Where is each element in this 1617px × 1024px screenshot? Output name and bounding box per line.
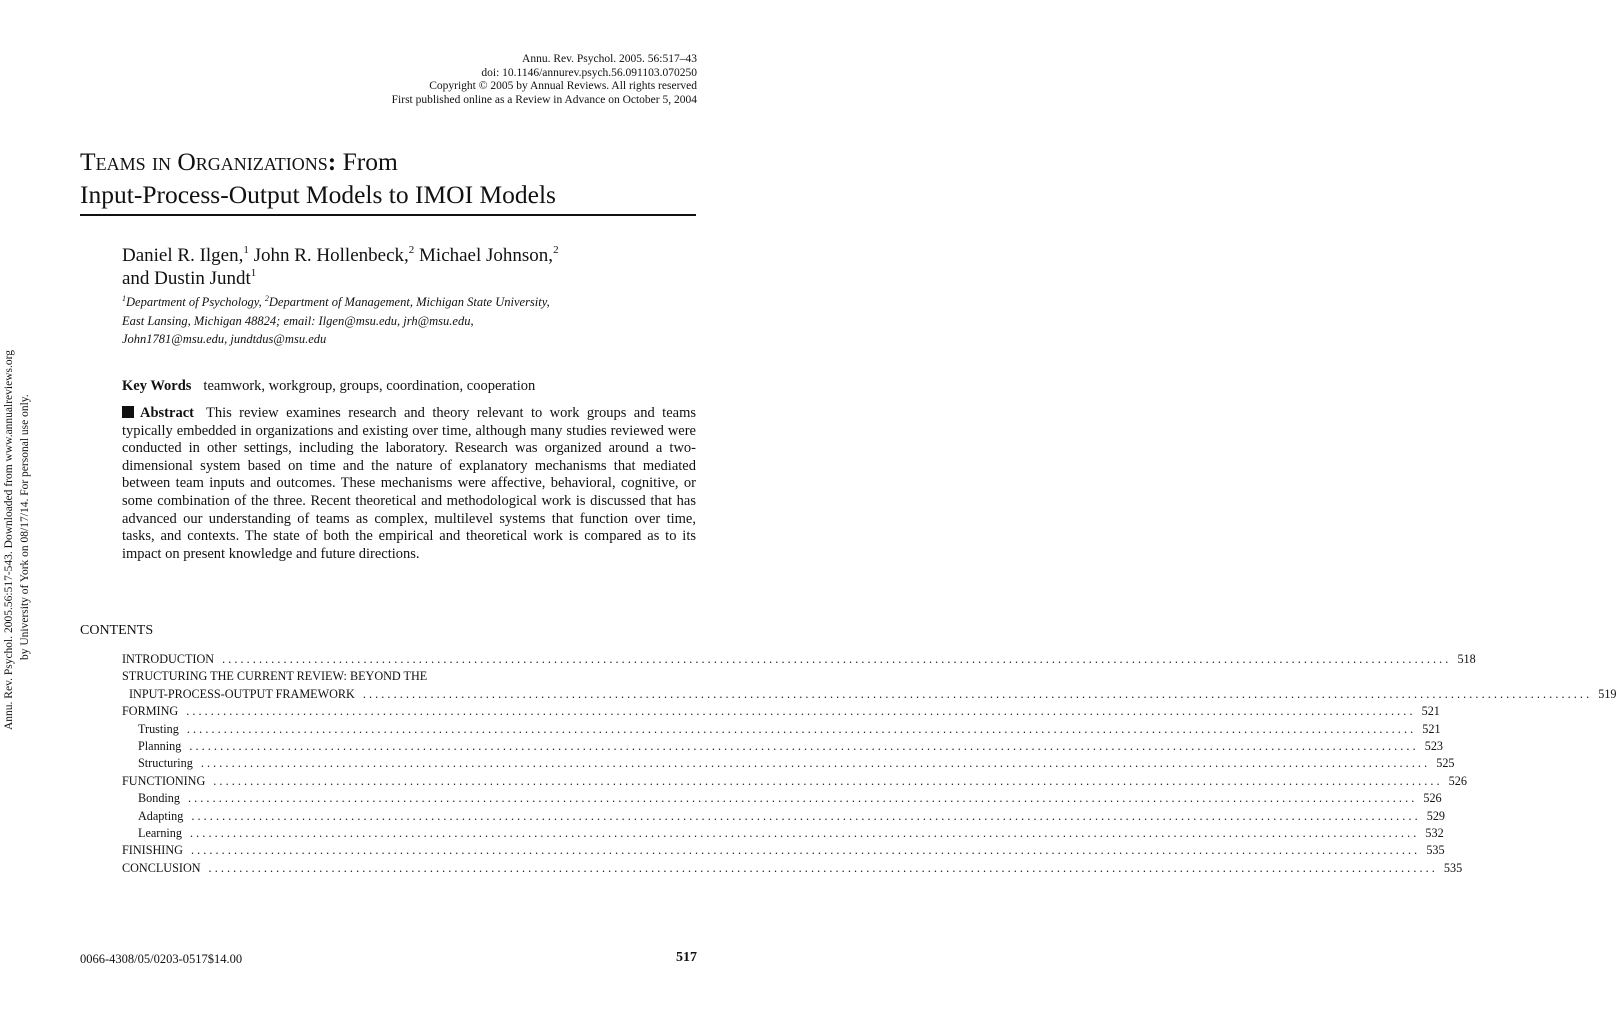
keywords-text: teamwork, workgroup, groups, coordination, cooperation [203, 378, 536, 394]
keywords-label: Key Words [122, 378, 192, 394]
title-rule [80, 214, 696, 216]
toc-label: Trusting [138, 721, 179, 736]
title-line-2: Input-Process-Output Models to IMOI Models [80, 180, 556, 209]
affiliation-dept-1: Department of Psychology, [126, 295, 265, 309]
abstract-bullet-icon [122, 406, 134, 418]
affiliation-dept-2: Department of Management, Michigan State University, [268, 295, 550, 309]
contents-heading: CONTENTS [80, 623, 154, 638]
toc-page: 535 [1426, 843, 1445, 858]
toc-entry[interactable] [122, 738, 1443, 755]
toc-entry[interactable] [122, 721, 1441, 738]
toc-entry[interactable] [122, 773, 1467, 790]
toc-page: 519 [1598, 686, 1617, 701]
author-name: Daniel R. Ilgen, [122, 245, 244, 266]
keywords [122, 377, 702, 395]
toc-entry[interactable] [122, 860, 1463, 877]
toc-label: INPUT-PROCESS-OUTPUT FRAMEWORK [129, 686, 355, 701]
first-published-line: First published online as a Review in Advance on October 5, 2004 [391, 93, 697, 106]
author-name: Michael Johnson, [414, 245, 554, 266]
toc-leader: ........................................................................................................................................................................................................ [222, 652, 1452, 666]
toc-entry[interactable] [122, 790, 1442, 807]
toc-page: 521 [1422, 721, 1441, 736]
toc-page: 521 [1421, 704, 1440, 719]
citation-line: Annu. Rev. Psychol. 2005. 56:517–43 [522, 53, 697, 65]
download-watermark [0, 290, 48, 730]
toc-label: FINISHING [122, 843, 183, 858]
toc-label: STRUCTURING THE CURRENT REVIEW: BEYOND THE [122, 669, 428, 684]
toc-entry[interactable] [122, 842, 1445, 859]
toc-label: Adapting [138, 808, 184, 823]
title-colon: : [327, 147, 337, 176]
toc-leader: ........................................................................................................................................................................................................ [187, 791, 1418, 806]
toc-label: Bonding [138, 791, 180, 806]
affiliation-mark: 2 [264, 294, 269, 303]
affiliation-line-2: East Lansing, Michigan 48824; email: Ilgen@msu.edu, jrh@msu.edu, [122, 313, 474, 328]
toc-label: FORMING [122, 704, 179, 719]
author-name: John R. Hollenbeck, [248, 245, 409, 266]
toc-entry[interactable] [122, 651, 1476, 668]
toc-label: CONCLUSION [122, 860, 201, 875]
page-number: 517 [676, 950, 697, 965]
toc-page: 535 [1443, 860, 1463, 875]
copyright-line: Copyright © 2005 by Annual Reviews. All rights reserved [429, 80, 697, 93]
toc-leader: ........................................................................................................................................................................................................ [191, 808, 1421, 823]
author-affiliation-mark: 1 [250, 267, 257, 279]
toc-entry[interactable] [122, 668, 696, 685]
affiliation-line-1 [122, 293, 702, 312]
table-of-contents [122, 651, 1617, 877]
toc-leader: ........................................................................................................................................................................................................ [190, 843, 1421, 858]
toc-page: 518 [1457, 652, 1476, 666]
author-list [122, 244, 702, 290]
toc-entry[interactable] [122, 755, 1455, 772]
toc-leader: ........................................................................................................................................................................................................ [186, 721, 1417, 736]
toc-leader: ........................................................................................................................................................................................................ [213, 773, 1443, 788]
title-part-2: From [336, 147, 398, 176]
toc-label: Learning [138, 825, 182, 840]
abstract-label: Abstract [140, 405, 194, 421]
affiliation-mark: 1 [122, 294, 126, 303]
toc-page: 529 [1426, 808, 1446, 823]
toc-entry[interactable] [122, 686, 1617, 703]
toc-page: 526 [1448, 773, 1467, 788]
toc-leader: ........................................................................................................................................................................................................ [362, 686, 1593, 701]
title-part-1: Teams in Organizations [80, 147, 328, 176]
toc-label: FUNCTIONING [122, 773, 206, 788]
author-affiliation-mark: 2 [553, 244, 559, 256]
toc-leader: ........................................................................................................................................................................................................ [200, 756, 1431, 771]
author-name: and Dustin Jundt [122, 268, 251, 289]
toc-page: 523 [1424, 738, 1443, 753]
toc-leader: ........................................................................................................................................................................................................ [186, 704, 1416, 719]
watermark-line-1: Annu. Rev. Psychol. 2005.56:517-543. Downloaded from www.annualreviews.org [3, 350, 15, 730]
toc-label: Structuring [138, 756, 193, 771]
toc-entry[interactable] [122, 808, 1446, 825]
article-title [80, 145, 700, 211]
abstract-text: This review examines research and theory relevant to work groups and teams typically embedded in organizations and existing over time, although many studies reviewed were conducted in other settings, including the laboratory. Research was organized around a two-dimensional system based on time and the nature of explanatory mechanisms that mediated between team inputs and outcomes. These mechanisms were affective, behavioral, cognitive, or some combination of the three. Recent theoretical and methodological work is discussed that has advanced our understanding of teams as complex, multilevel systems that function over time, tasks, and contexts. The state of both the empirical and theoretical work is compared as to its impact on present knowledge and future directions. [122, 405, 696, 562]
toc-label: INTRODUCTION [122, 652, 215, 666]
toc-leader: ........................................................................................................................................................................................................ [208, 860, 1438, 875]
toc-entry[interactable] [122, 825, 1444, 842]
watermark-line-2: by University of York on 08/17/14. For personal use only. [19, 394, 31, 660]
affiliation-line-3: John1781@msu.edu, jundtdus@msu.edu [122, 332, 327, 346]
toc-label: Planning [138, 738, 182, 753]
footer-code: 0066-4308/05/0203-0517$14.00 [80, 952, 243, 966]
author-affiliation-mark: 1 [243, 244, 249, 256]
toc-leader: ........................................................................................................................................................................................................ [190, 825, 1420, 840]
author-affiliation-mark: 2 [408, 244, 415, 256]
toc-page: 526 [1423, 791, 1442, 806]
affiliations [122, 293, 702, 349]
journal-header [277, 53, 697, 107]
doi-line: doi: 10.1146/annurev.psych.56.091103.070250 [481, 66, 697, 79]
abstract [122, 405, 696, 563]
toc-leader: ........................................................................................................................................................................................................ [189, 738, 1419, 753]
toc-page: 532 [1425, 825, 1444, 840]
toc-page: 525 [1436, 756, 1455, 771]
toc-entry[interactable] [122, 703, 1440, 720]
